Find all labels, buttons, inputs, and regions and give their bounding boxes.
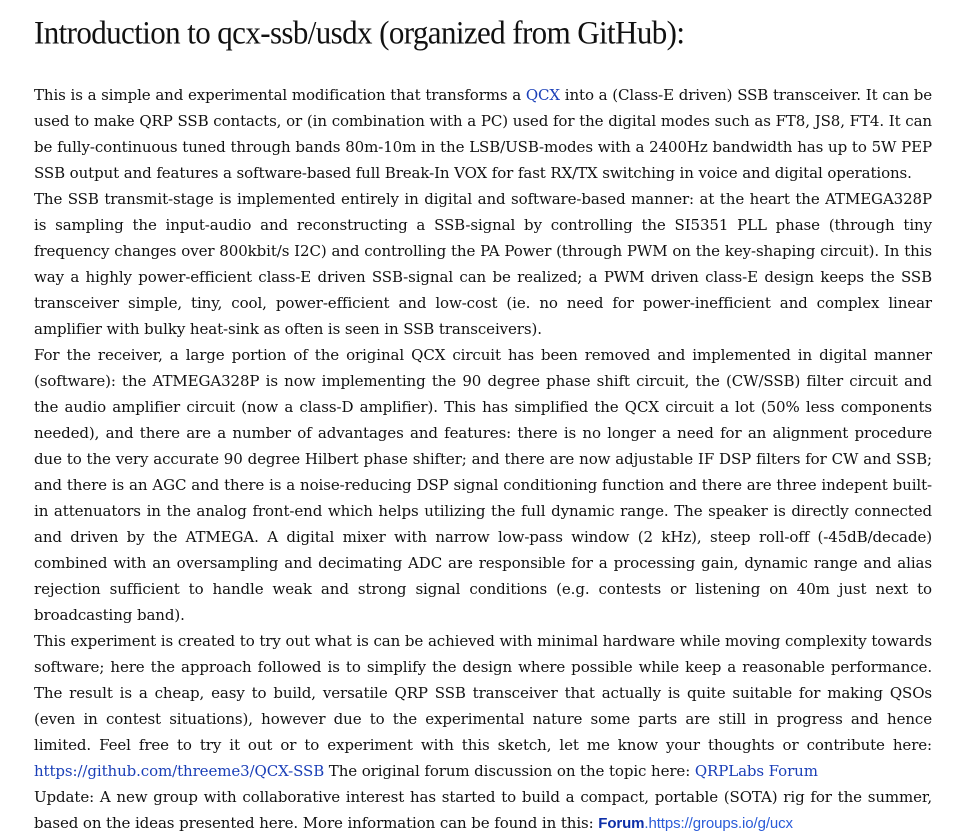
page-title: Introduction to qcx-ssb/usdx (organized from GitHub):	[34, 14, 685, 51]
paragraph-update-text: Update: A new group with collaborative interest has started to build a compact, portable (SOTA) rig for the summer, based on the ideas presented here. More information can be found in this:	[34, 788, 932, 832]
github-link[interactable]: https://github.com/threeme3/QCX-SSB	[34, 762, 325, 780]
paragraph-transmit-stage: The SSB transmit-stage is implemented entirely in digital and software-based manner: at the heart the ATMEGA328P is sampling the input-audio and reconstructing a SSB-signal by controlling the SI5351 PLL phase (through tiny frequency changes over 800kbit/s I2C) and controlling the PA Power (through PWM on the key-shaping circuit). In this way a highly power-efficient class-E driven SSB-signal can be realized; a PWM driven class-E design keeps the SSB transceiver simple, tiny, cool, power-efficient and low-cost (ie. no need for power-inefficient and complex linear amplifier with bulky heat-sink as often is seen in SSB transceivers).	[34, 190, 932, 338]
paragraph-update	[34, 784, 932, 837]
paragraph-intro-text-end: into a (Class-E driven) SSB transceiver. It can be used to make QRP SSB contacts, or (in combination with a PC) used for the digital modes such as FT8, JS8, FT4. It can be fully-continuous tuned through bands 80m-10m in the LSB/USB-modes with a 2400Hz bandwidth has up to 5W PEP SSB output and features a software-based full Break-In VOX for fast RX/TX switching in voice and digital operations.	[34, 86, 932, 182]
paragraph-intro-text-start: This is a simple and experimental modification that transforms a	[34, 86, 526, 104]
paragraph-experiment-mid-text: The original forum discussion on the topic here:	[324, 762, 695, 780]
groups-io-url[interactable]: .https://groups.io/g/ucx	[644, 815, 793, 832]
forum-link[interactable]: Forum	[598, 815, 645, 832]
paragraph-intro	[34, 82, 932, 186]
qrplabs-forum-link[interactable]: QRPLabs Forum	[694, 762, 818, 780]
paragraph-experiment-text: This experiment is created to try out what is can be achieved with minimal hardware while moving complexity towards software; here the approach followed is to simplify the design where possible while keep a reasonable performance. The result is a cheap, easy to build, versatile QRP SSB transceiver that actually is quite suitable for making QSOs (even in contest situations), however due to the experimental nature some parts are still in progress and hence limited. Feel free to try it out or to experiment with this sketch, let me know your thoughts or contribute here:	[34, 632, 932, 754]
qcx-link[interactable]: QCX	[525, 86, 561, 104]
paragraph-receiver: For the receiver, a large portion of the original QCX circuit has been removed and implemented in digital manner (software): the ATMEGA328P is now implementing the 90 degree phase shift circuit, the (CW/SSB) filter circuit and the audio amplifier circuit (now a class-D amplifier). This has simplified the QCX circuit a lot (50% less components needed), and there are a number of advantages and features: there is no longer a need for an alignment procedure due to the very accurate 90 degree Hilbert phase shifter; and there are now adjustable IF DSP filters for CW and SSB; and there is an AGC and there is a noise-reducing DSP signal conditioning function and there are three indepent built-in attenuators in the analog front-end which helps utilizing the full dynamic range. The speaker is directly connected and driven by the ATMEGA. A digital mixer with narrow low-pass window (2 kHz), steep roll-off (-45dB/decade) combined with an oversampling and decimating ADC are responsible for a processing gain, dynamic range and alias rejection sufficient to handle weak and strong signal conditions (e.g. contests or listening on 40m just next to broadcasting band).	[34, 346, 932, 624]
article-body	[34, 82, 932, 837]
paragraph-experiment	[34, 628, 932, 784]
